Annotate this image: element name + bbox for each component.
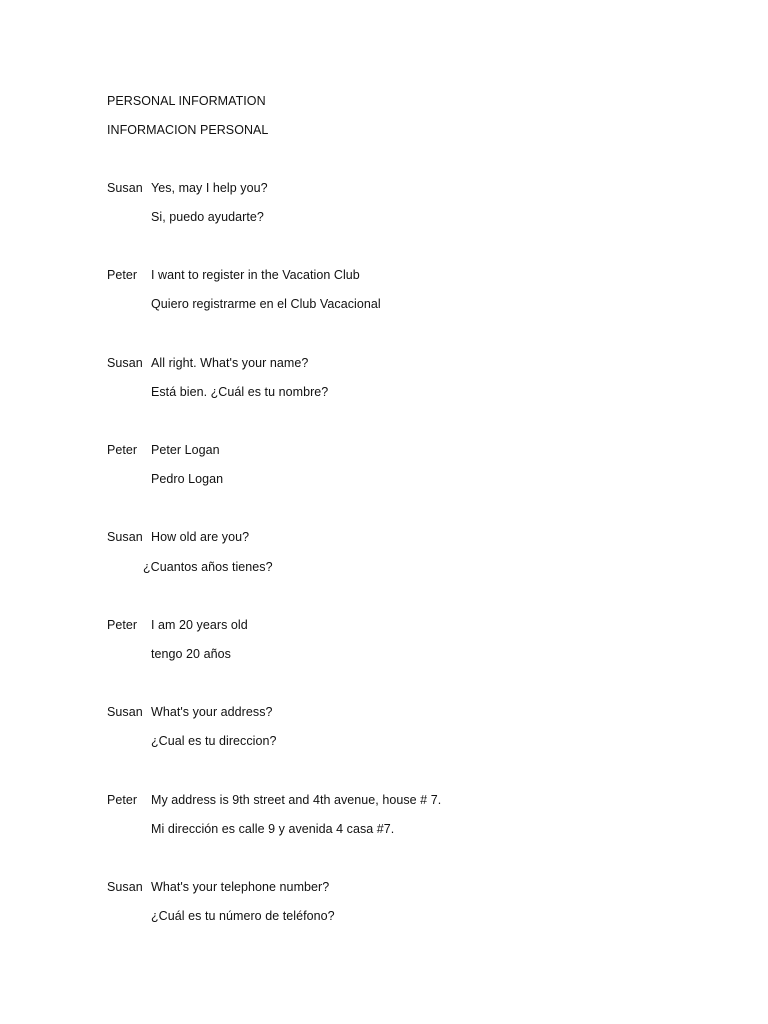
line-spanish: ¿Cuantos años tienes? — [143, 560, 273, 574]
line-english: All right. What's your name? — [151, 356, 309, 370]
line-spanish: Mi dirección es calle 9 y avenida 4 casa #7. — [151, 822, 395, 836]
speaker-name: Susan — [107, 530, 143, 544]
line-english: I am 20 years old — [151, 618, 248, 632]
speaker-name: Peter — [107, 793, 138, 807]
line-spanish: Si, puedo ayudarte? — [151, 210, 264, 224]
speaker-name: Peter — [107, 443, 138, 457]
speaker-name: Susan — [107, 880, 143, 894]
speaker-name: Peter — [107, 268, 138, 282]
line-english: Peter Logan — [151, 443, 220, 457]
speaker-name: Peter — [107, 618, 138, 632]
line-english: I want to register in the Vacation Club — [151, 268, 360, 282]
line-english: What's your address? — [151, 705, 273, 719]
line-spanish: Quiero registrarme en el Club Vacacional — [151, 297, 381, 311]
speaker-name: Susan — [107, 705, 143, 719]
line-english: How old are you? — [151, 530, 250, 544]
line-spanish: Pedro Logan — [151, 472, 224, 486]
line-english: Yes, may I help you? — [151, 181, 268, 195]
line-spanish: Está bien. ¿Cuál es tu nombre? — [151, 385, 329, 399]
line-spanish: ¿Cuál es tu número de teléfono? — [151, 909, 335, 923]
title-spanish: INFORMACION PERSONAL — [107, 123, 269, 137]
line-spanish: tengo 20 años — [151, 647, 231, 661]
speaker-name: Susan — [107, 356, 143, 370]
line-english: What's your telephone number? — [151, 880, 330, 894]
line-spanish: ¿Cual es tu direccion? — [151, 734, 277, 748]
title-english: PERSONAL INFORMATION — [107, 94, 266, 108]
speaker-name: Susan — [107, 181, 143, 195]
line-english: My address is 9th street and 4th avenue, house # 7. — [151, 793, 442, 807]
